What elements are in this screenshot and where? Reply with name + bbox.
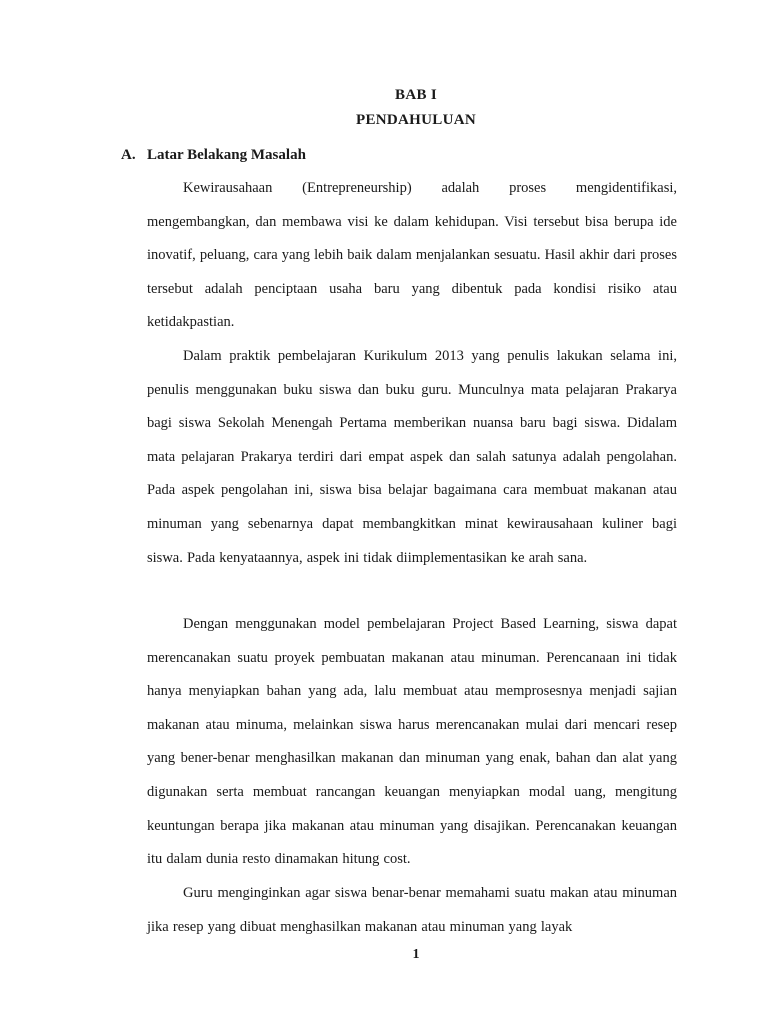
- section-number: A.: [121, 147, 136, 163]
- chapter-number: BAB I: [395, 87, 437, 103]
- page-number: 1: [412, 947, 420, 962]
- paragraph-3: Dengan menggunakan model pembelajaran Project Based Learning, siswa dapat merencanakan suatu proyek pembuatan makanan atau minuman. Perencanaan ini tidak hanya menyiapkan bahan yang ada, lalu membuat atau memprosesnya menjadi sajian makanan atau minuma, melainkan siswa harus merencanakan mulai dari mencari resep yang bener-benar menghasilkan makanan dan minuman yang enak, bahan dan alat yang digunakan serta membuat rancangan keuangan menyiapkan modal uang, mengitung keuntungan berapa jika makanan atau minuman yang disajikan. Perencanakan keuangan itu dalam dunia resto dinamakan hitung cost.: [147, 616, 677, 868]
- paragraph-4: Guru menginginkan agar siswa benar-benar memahami suatu makan atau minuman jika resep yang dibuat menghasilkan makanan atau minuman yang layak: [147, 885, 677, 935]
- chapter-title: PENDAHULUAN: [356, 112, 476, 128]
- paragraph-1: Kewirausahaan (Entrepreneurship) adalah proses mengidentifikasi, mengembangkan, dan membawa visi ke dalam kehidupan. Visi tersebut bisa berupa ide inovatif, peluang, cara yang lebih baik dalam menjalankan sesuatu. Hasil akhir dari proses tersebut adalah penciptaan usaha baru yang dibentuk pada kondisi risiko atau ketidakpastian.: [147, 180, 677, 331]
- paragraph-2: Dalam praktik pembelajaran Kurikulum 2013 yang penulis lakukan selama ini, penulis menggunakan buku siswa dan buku guru. Munculnya mata pelajaran Prakarya bagi siswa Sekolah Menengah Pertama memberikan nuansa baru bagi siswa. Didalam mata pelajaran Prakarya terdiri dari empat aspek dan salah satunya adalah pengolahan. Pada aspek pengolahan ini, siswa bisa belajar bagaimana cara membuat makanan atau minuman yang sebenarnya dapat membangkitkan minat kewirausahaan kuliner bagi siswa. Pada kenyataannya, aspek ini tidak diimplementasikan ke arah sana.: [147, 348, 677, 566]
- section-title: Latar Belakang Masalah: [147, 147, 306, 163]
- section-heading: [121, 147, 306, 164]
